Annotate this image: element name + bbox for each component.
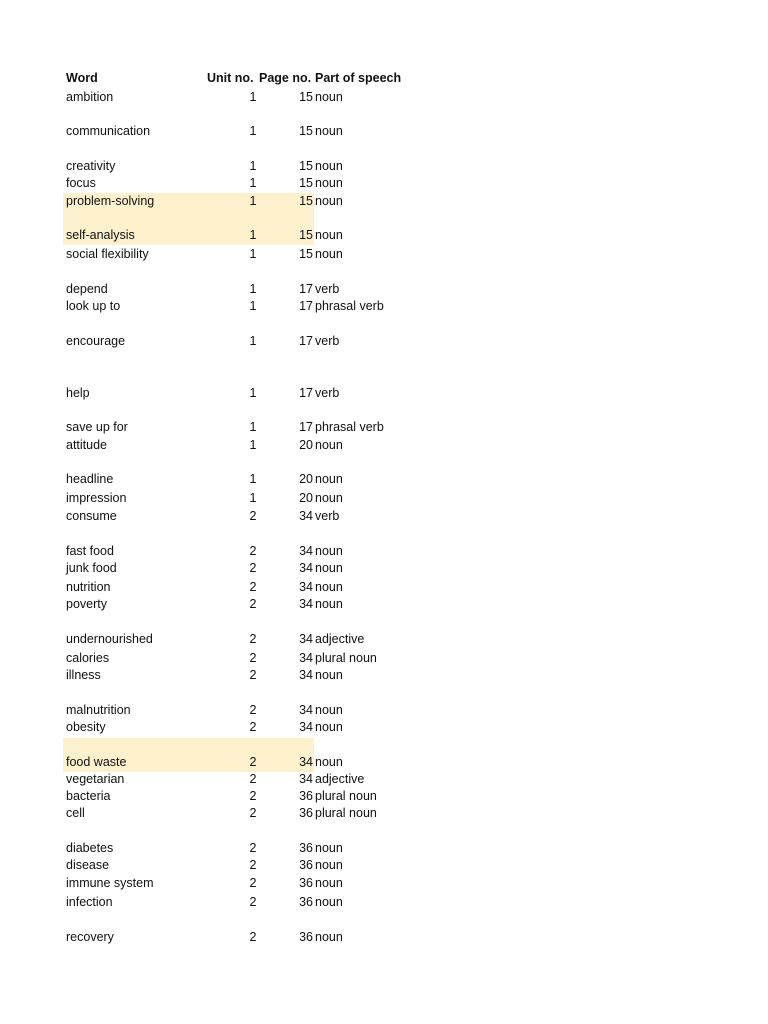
table-row — [0, 542, 768, 560]
word-cell: bacteria — [66, 789, 111, 803]
word-cell: save up for — [66, 420, 128, 434]
unit-cell: 2 — [249, 876, 257, 890]
unit-cell: 1 — [249, 299, 257, 313]
part-of-speech-cell: noun — [315, 668, 343, 682]
part-of-speech-cell: noun — [315, 491, 343, 505]
table-row — [0, 874, 768, 892]
word-cell: focus — [66, 176, 96, 190]
page-cell: 15 — [299, 176, 313, 190]
word-cell: immune system — [66, 876, 154, 890]
table-row — [0, 928, 768, 946]
part-of-speech-cell: noun — [315, 703, 343, 717]
unit-cell: 2 — [249, 720, 257, 734]
table-row — [0, 122, 768, 140]
word-cell: creativity — [66, 159, 116, 173]
unit-cell: 2 — [249, 895, 257, 909]
unit-cell: 2 — [249, 858, 257, 872]
part-of-speech-cell: noun — [315, 124, 343, 138]
part-of-speech-cell: noun — [315, 247, 343, 261]
table-row — [0, 630, 768, 648]
page-cell: 34 — [299, 755, 313, 769]
header-page-no: Page no. — [259, 71, 312, 85]
page-cell: 17 — [299, 299, 313, 313]
part-of-speech-cell: adjective — [315, 632, 365, 646]
word-cell: headline — [66, 472, 114, 486]
page-cell: 34 — [299, 580, 313, 594]
page-cell: 36 — [299, 789, 313, 803]
unit-cell: 1 — [249, 90, 257, 104]
word-cell: help — [66, 386, 90, 400]
page-cell: 34 — [299, 561, 313, 575]
part-of-speech-cell: verb — [315, 509, 340, 523]
page-cell: 34 — [299, 632, 313, 646]
page-cell: 17 — [299, 334, 313, 348]
word-cell: obesity — [66, 720, 106, 734]
part-of-speech-cell: noun — [315, 438, 343, 452]
page-cell: 34 — [299, 597, 313, 611]
page-cell: 34 — [299, 544, 313, 558]
word-cell: junk food — [66, 561, 117, 575]
word-cell: infection — [66, 895, 113, 909]
word-cell: impression — [66, 491, 127, 505]
part-of-speech-cell: noun — [315, 895, 343, 909]
table-row — [0, 770, 768, 788]
table-row — [0, 718, 768, 736]
page-cell: 34 — [299, 703, 313, 717]
word-cell: illness — [66, 668, 101, 682]
word-cell: consume — [66, 509, 117, 523]
page-cell: 15 — [299, 247, 313, 261]
word-cell: social flexibility — [66, 247, 149, 261]
unit-cell: 1 — [249, 176, 257, 190]
table-row — [0, 192, 768, 210]
part-of-speech-cell: noun — [315, 597, 343, 611]
part-of-speech-cell: phrasal verb — [315, 420, 384, 434]
page-cell: 15 — [299, 228, 313, 242]
page-cell: 15 — [299, 194, 313, 208]
unit-cell: 2 — [249, 772, 257, 786]
unit-cell: 1 — [249, 194, 257, 208]
unit-cell: 1 — [249, 386, 257, 400]
unit-cell: 2 — [249, 703, 257, 717]
page-cell: 15 — [299, 159, 313, 173]
word-cell: encourage — [66, 334, 126, 348]
table-row — [0, 157, 768, 175]
page-cell: 34 — [299, 772, 313, 786]
unit-cell: 2 — [249, 632, 257, 646]
unit-cell: 2 — [249, 580, 257, 594]
word-cell: recovery — [66, 930, 114, 944]
unit-cell: 2 — [249, 561, 257, 575]
part-of-speech-cell: noun — [315, 841, 343, 855]
page-cell: 15 — [299, 90, 313, 104]
word-cell: problem-solving — [66, 194, 155, 208]
header-word: Word — [66, 71, 98, 85]
table-row — [0, 245, 768, 263]
page-cell: 34 — [299, 668, 313, 682]
table-row — [0, 174, 768, 192]
table-row — [0, 856, 768, 874]
word-cell: food waste — [66, 755, 127, 769]
unit-cell: 2 — [249, 755, 257, 769]
part-of-speech-cell: noun — [315, 858, 343, 872]
table-row — [0, 701, 768, 719]
unit-cell: 2 — [249, 544, 257, 558]
word-cell: look up to — [66, 299, 121, 313]
part-of-speech-cell: noun — [315, 472, 343, 486]
table-row — [0, 470, 768, 488]
page-cell: 20 — [299, 438, 313, 452]
part-of-speech-cell: noun — [315, 228, 343, 242]
page-cell: 36 — [299, 876, 313, 890]
table-row — [0, 384, 768, 402]
table-row — [0, 226, 768, 244]
unit-cell: 2 — [249, 651, 257, 665]
unit-cell: 1 — [249, 438, 257, 452]
part-of-speech-cell: noun — [315, 720, 343, 734]
part-of-speech-cell: plural noun — [315, 789, 377, 803]
table-row — [0, 595, 768, 613]
table-row — [0, 804, 768, 822]
word-cell: nutrition — [66, 580, 111, 594]
unit-cell: 2 — [249, 841, 257, 855]
page-cell: 20 — [299, 491, 313, 505]
part-of-speech-cell: phrasal verb — [315, 299, 384, 313]
page-cell: 17 — [299, 282, 313, 296]
unit-cell: 2 — [249, 597, 257, 611]
word-cell: undernourished — [66, 632, 153, 646]
part-of-speech-cell: noun — [315, 544, 343, 558]
unit-cell: 1 — [249, 334, 257, 348]
part-of-speech-cell: verb — [315, 386, 340, 400]
unit-cell: 1 — [249, 282, 257, 296]
table-row — [0, 280, 768, 298]
unit-cell: 1 — [249, 472, 257, 486]
table-row — [0, 559, 768, 577]
page-cell: 36 — [299, 806, 313, 820]
part-of-speech-cell: noun — [315, 176, 343, 190]
page-cell: 17 — [299, 420, 313, 434]
unit-cell: 1 — [249, 491, 257, 505]
unit-cell: 2 — [249, 806, 257, 820]
table-row — [0, 297, 768, 315]
word-cell: calories — [66, 651, 110, 665]
word-cell: disease — [66, 858, 110, 872]
word-cell: malnutrition — [66, 703, 131, 717]
word-cell: self-analysis — [66, 228, 135, 242]
table-row — [0, 666, 768, 684]
page-cell: 36 — [299, 858, 313, 872]
page-cell: 17 — [299, 386, 313, 400]
part-of-speech-cell: noun — [315, 755, 343, 769]
part-of-speech-cell: noun — [315, 194, 343, 208]
unit-cell: 2 — [249, 509, 257, 523]
table-row — [0, 436, 768, 454]
header-unit-no: Unit no. — [207, 71, 254, 85]
word-cell: vegetarian — [66, 772, 125, 786]
word-cell: attitude — [66, 438, 108, 452]
header-row — [0, 69, 768, 87]
unit-cell: 2 — [249, 668, 257, 682]
unit-cell: 1 — [249, 159, 257, 173]
table-row — [0, 507, 768, 525]
table-row — [0, 893, 768, 911]
table-row — [0, 88, 768, 106]
word-cell: communication — [66, 124, 151, 138]
table-row — [0, 332, 768, 350]
table-row — [0, 787, 768, 805]
word-cell: cell — [66, 806, 85, 820]
word-cell: fast food — [66, 544, 114, 558]
part-of-speech-cell: plural noun — [315, 806, 377, 820]
part-of-speech-cell: noun — [315, 90, 343, 104]
table-row — [0, 753, 768, 771]
part-of-speech-cell: noun — [315, 561, 343, 575]
word-cell: depend — [66, 282, 108, 296]
page-cell: 15 — [299, 124, 313, 138]
table-row — [0, 649, 768, 667]
unit-cell: 2 — [249, 789, 257, 803]
part-of-speech-cell: noun — [315, 930, 343, 944]
header-part-of-speech: Part of speech — [315, 71, 402, 85]
part-of-speech-cell: verb — [315, 334, 340, 348]
table-row — [0, 839, 768, 857]
page-cell: 34 — [299, 509, 313, 523]
part-of-speech-cell: noun — [315, 580, 343, 594]
unit-cell: 1 — [249, 247, 257, 261]
unit-cell: 1 — [249, 124, 257, 138]
word-cell: poverty — [66, 597, 107, 611]
page-cell: 36 — [299, 930, 313, 944]
unit-cell: 1 — [249, 420, 257, 434]
page-cell: 20 — [299, 472, 313, 486]
word-cell: diabetes — [66, 841, 114, 855]
page-cell: 36 — [299, 895, 313, 909]
unit-cell: 1 — [249, 228, 257, 242]
part-of-speech-cell: adjective — [315, 772, 365, 786]
table-row — [0, 578, 768, 596]
page-cell: 34 — [299, 720, 313, 734]
part-of-speech-cell: plural noun — [315, 651, 377, 665]
part-of-speech-cell: noun — [315, 159, 343, 173]
table-row — [0, 489, 768, 507]
page-cell: 34 — [299, 651, 313, 665]
unit-cell: 2 — [249, 930, 257, 944]
part-of-speech-cell: verb — [315, 282, 340, 296]
word-cell: ambition — [66, 90, 114, 104]
page-cell: 36 — [299, 841, 313, 855]
table-row — [0, 418, 768, 436]
part-of-speech-cell: noun — [315, 876, 343, 890]
